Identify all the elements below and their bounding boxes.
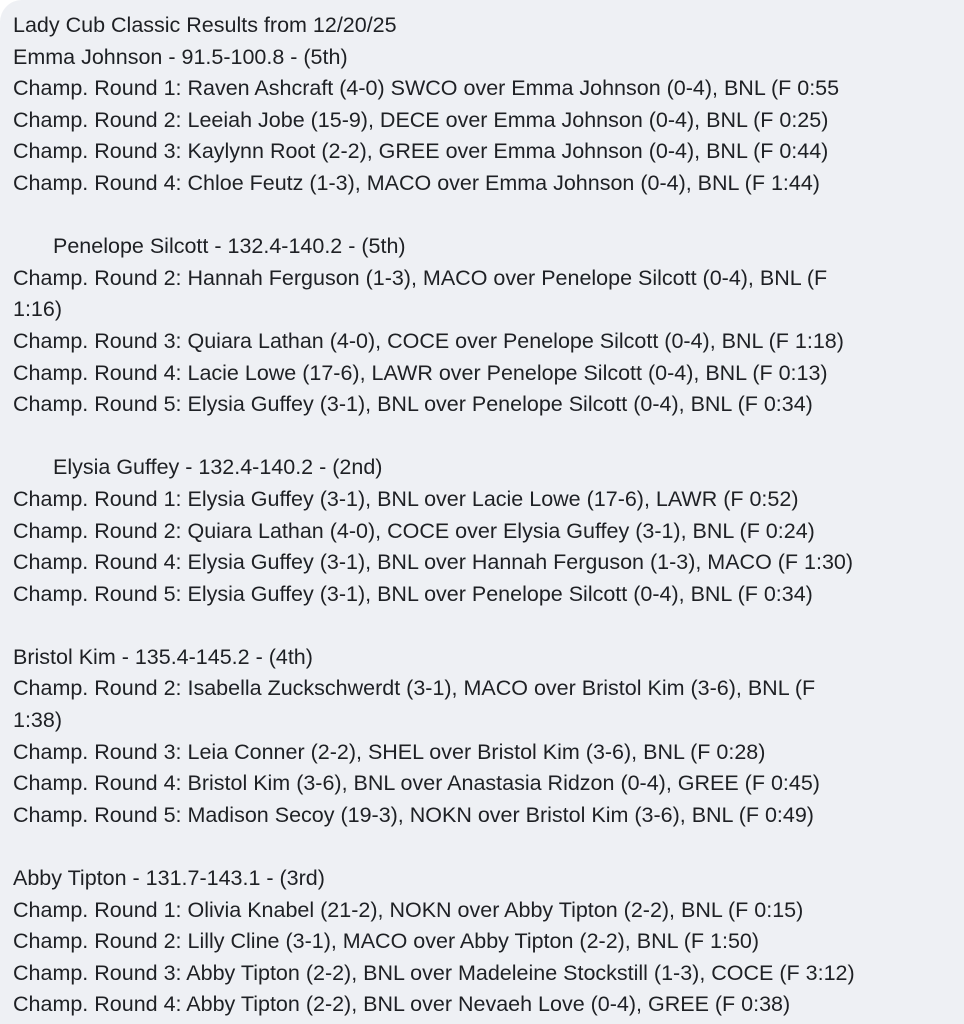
match-result-line: Champ. Round 1: Elysia Guffey (3-1), BNL over Lacie Lowe (17-6), LAWR (F 0:52) [13,486,799,511]
match-result-line: Champ. Round 3: Quiara Lathan (4-0), COCE over Penelope Silcott (0-4), BNL (F 1:18) [13,328,844,353]
match-result-line-continuation: 1:38) [13,708,63,733]
blank-line [13,831,960,863]
match-result-line: Champ. Round 2: Quiara Lathan (4-0), COCE over Elysia Guffey (3-1), BNL (F 0:24) [13,518,815,543]
match-result-line: Champ. Round 3: Abby Tipton (2-2), BNL over Madeleine Stockstill (1-3), COCE (F 3:12) [13,960,855,985]
blank-line [13,610,960,642]
wrestler-header-penelope-silcott: Penelope Silcott - 132.4-140.2 - (5th) [53,234,406,259]
tournament-title: Lady Cub Classic Results from 12/20/25 [13,13,397,37]
wrestler-header-abby-tipton: Abby Tipton - 131.7-143.1 - (3rd) [13,866,325,891]
match-result-line: Champ. Round 4: Abby Tipton (2-2), BNL over Nevaeh Love (0-4), GREE (F 0:38) [13,992,791,1017]
match-result-line: Champ. Round 2: Hannah Ferguson (1-3), MACO over Penelope Silcott (0-4), BNL (F [13,265,828,290]
match-result-line: Champ. Round 5: Madison Secoy (19-3), NOKN over Bristol Kim (3-6), BNL (F 0:49) [13,802,814,827]
match-result-line: Champ. Round 3: Kaylynn Root (2-2), GREE over Emma Johnson (0-4), BNL (F 0:44) [13,139,829,164]
match-result-line-continuation: 1:16) [13,297,63,322]
blank-line [13,200,960,232]
match-result-line: Champ. Round 4: Chloe Feutz (1-3), MACO over Emma Johnson (0-4), BNL (F 1:44) [13,170,820,195]
match-result-line: Champ. Round 5: Elysia Guffey (3-1), BNL over Penelope Silcott (0-4), BNL (F 0:34) [13,392,813,417]
match-result-line: Champ. Round 2: Leeiah Jobe (15-9), DECE over Emma Johnson (0-4), BNL (F 0:25) [13,107,829,132]
match-result-line: Champ. Round 1: Olivia Knabel (21-2), NOKN over Abby Tipton (2-2), BNL (F 0:15) [13,897,804,922]
wrestler-header-emma-johnson: Emma Johnson - 91.5-100.8 - (5th) [13,44,348,69]
wrestler-header-elysia-guffey: Elysia Guffey - 132.4-140.2 - (2nd) [53,455,383,480]
match-result-line: Champ. Round 5: Elysia Guffey (3-1), BNL over Penelope Silcott (0-4), BNL (F 0:34) [13,581,813,606]
match-result-line: Champ. Round 2: Lilly Cline (3-1), MACO over Abby Tipton (2-2), BNL (F 1:50) [13,929,760,954]
blank-line [13,421,960,453]
wrestler-header-bristol-kim: Bristol Kim - 135.4-145.2 - (4th) [13,644,313,669]
match-result-line: Champ. Round 4: Elysia Guffey (3-1), BNL over Hannah Ferguson (1-3), MACO (F 1:30) [13,550,854,575]
match-result-line: Champ. Round 4: Lacie Lowe (17-6), LAWR over Penelope Silcott (0-4), BNL (F 0:13) [13,360,828,385]
match-result-line: Champ. Round 4: Bristol Kim (3-6), BNL over Anastasia Ridzon (0-4), GREE (F 0:45) [13,771,820,796]
match-result-line: Champ. Round 1: Raven Ashcraft (4-0) SWCO over Emma Johnson (0-4), BNL (F 0:55 [13,76,840,101]
match-result-line: Champ. Round 2: Isabella Zuckschwerdt (3-1), MACO over Bristol Kim (3-6), BNL (F [13,676,816,701]
match-result-line: Champ. Round 3: Leia Conner (2-2), SHEL over Bristol Kim (3-6), BNL (F 0:28) [13,739,766,764]
